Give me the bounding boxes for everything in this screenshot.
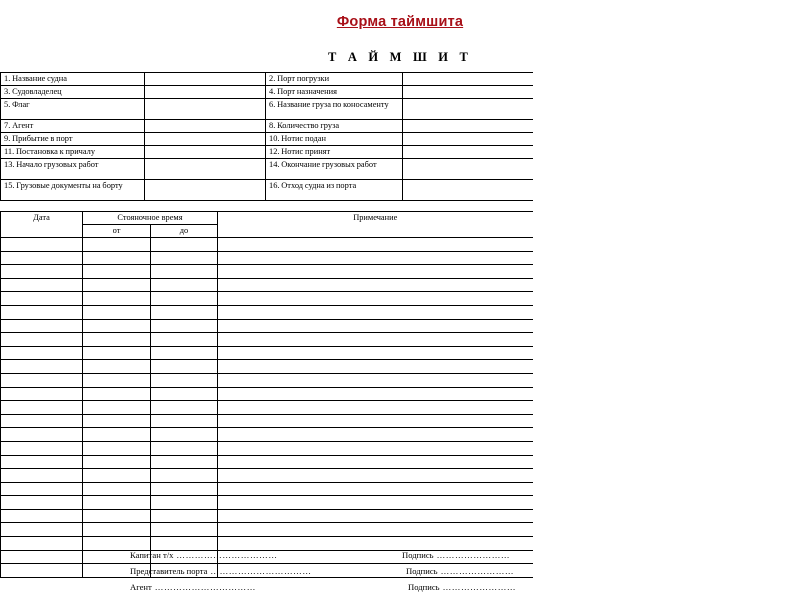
signature-role-dotted-line[interactable]: …………………………… — [210, 566, 312, 576]
vessel-info-row — [1, 85, 533, 98]
log-cell-from[interactable] — [83, 305, 151, 319]
table-row — [1, 401, 533, 415]
table-row — [1, 482, 533, 496]
log-cell-to[interactable] — [151, 401, 218, 415]
log-cell-remark[interactable] — [218, 496, 533, 510]
table-row — [1, 346, 533, 360]
signature-sign-group — [402, 583, 516, 592]
vessel-info-row — [1, 158, 533, 179]
info-label-left: 3. Судовладелец — [1, 85, 145, 98]
log-cell-date[interactable] — [1, 251, 83, 265]
info-value-left[interactable] — [145, 158, 266, 179]
info-label-left: 11. Постановка к причалу — [1, 145, 145, 158]
log-cell-from[interactable] — [83, 537, 151, 551]
log-cell-from[interactable] — [83, 387, 151, 401]
log-cell-date[interactable] — [1, 387, 83, 401]
log-cell-to[interactable] — [151, 482, 218, 496]
info-label-right: 10. Нотис подан — [266, 132, 403, 145]
table-row — [1, 278, 533, 292]
info-value-right[interactable] — [403, 73, 533, 86]
table-row — [1, 523, 533, 537]
log-cell-remark[interactable] — [218, 441, 533, 455]
log-cell-remark[interactable] — [218, 360, 533, 374]
table-row — [1, 333, 533, 347]
log-cell-from[interactable] — [83, 333, 151, 347]
info-label-right: 14. Окончание грузовых работ — [266, 158, 403, 179]
log-cell-date[interactable] — [1, 564, 83, 578]
log-cell-date[interactable] — [1, 523, 83, 537]
info-label-left: 13. Начало грузовых работ — [1, 158, 145, 179]
log-cell-remark[interactable] — [218, 414, 533, 428]
log-cell-from[interactable] — [83, 251, 151, 265]
info-label-left: 9. Прибытие в порт — [1, 132, 145, 145]
signature-role-group — [130, 567, 402, 576]
log-cell-to[interactable] — [151, 523, 218, 537]
laytime-log-table — [0, 211, 533, 578]
log-header-row-1 — [1, 212, 533, 225]
log-cell-date[interactable] — [1, 265, 83, 279]
log-cell-date[interactable] — [1, 414, 83, 428]
signature-row — [130, 567, 670, 583]
log-cell-from[interactable] — [83, 319, 151, 333]
log-cell-date[interactable] — [1, 537, 83, 551]
table-row — [1, 441, 533, 455]
log-cell-date[interactable] — [1, 346, 83, 360]
info-label-right: 12. Нотис принят — [266, 145, 403, 158]
vessel-info-row — [1, 73, 533, 86]
info-value-right[interactable] — [403, 158, 533, 179]
info-value-left[interactable] — [145, 119, 266, 132]
log-cell-to[interactable] — [151, 441, 218, 455]
log-cell-from[interactable] — [83, 441, 151, 455]
signature-row — [130, 551, 670, 567]
log-cell-remark[interactable] — [218, 238, 533, 252]
col-header-laytime-group: Стояночное время — [83, 212, 218, 225]
log-cell-date[interactable] — [1, 441, 83, 455]
log-cell-remark[interactable] — [218, 292, 533, 306]
col-header-date: Дата — [1, 212, 83, 238]
info-label-left: 15. Грузовые документы на борту — [1, 179, 145, 200]
vessel-info-row — [1, 132, 533, 145]
info-value-left[interactable] — [145, 179, 266, 200]
page-title: Форма таймшита — [336, 14, 464, 30]
log-cell-to[interactable] — [151, 428, 218, 442]
info-value-right[interactable] — [403, 132, 533, 145]
info-value-left[interactable] — [145, 132, 266, 145]
vessel-info-row — [1, 145, 533, 158]
log-cell-remark[interactable] — [218, 455, 533, 469]
log-cell-from[interactable] — [83, 469, 151, 483]
log-cell-remark[interactable] — [218, 509, 533, 523]
log-cell-remark[interactable] — [218, 373, 533, 387]
info-value-right[interactable] — [403, 85, 533, 98]
log-cell-date[interactable] — [1, 333, 83, 347]
log-cell-date[interactable] — [1, 482, 83, 496]
signature-role-group — [130, 551, 402, 560]
signature-sign-group — [402, 551, 510, 560]
col-header-from: от — [83, 225, 151, 238]
log-cell-date[interactable] — [1, 305, 83, 319]
log-cell-from[interactable] — [83, 509, 151, 523]
log-cell-to[interactable] — [151, 305, 218, 319]
log-cell-from[interactable] — [83, 428, 151, 442]
log-cell-to[interactable] — [151, 319, 218, 333]
log-cell-to[interactable] — [151, 346, 218, 360]
log-cell-date[interactable] — [1, 550, 83, 564]
signature-role-label: Капитан т/х — [130, 550, 174, 560]
table-row — [1, 414, 533, 428]
vessel-info-row — [1, 179, 533, 200]
log-cell-remark[interactable] — [218, 265, 533, 279]
table-row — [1, 509, 533, 523]
log-cell-from[interactable] — [83, 238, 151, 252]
signature-sign-group — [402, 567, 514, 576]
log-cell-from[interactable] — [83, 360, 151, 374]
signature-role-dotted-line[interactable]: …………………………… — [154, 582, 256, 592]
log-cell-to[interactable] — [151, 333, 218, 347]
laytime-log-header — [1, 212, 533, 238]
log-cell-date[interactable] — [1, 319, 83, 333]
log-cell-date[interactable] — [1, 278, 83, 292]
log-cell-from[interactable] — [83, 482, 151, 496]
info-label-right: 2. Порт погрузки — [266, 73, 403, 86]
log-cell-from[interactable] — [83, 455, 151, 469]
col-header-to: до — [151, 225, 218, 238]
table-row — [1, 428, 533, 442]
info-label-right: 8. Количество груза — [266, 119, 403, 132]
log-cell-to[interactable] — [151, 265, 218, 279]
table-row — [1, 373, 533, 387]
vessel-info-table — [0, 72, 533, 201]
log-cell-remark[interactable] — [218, 523, 533, 537]
log-cell-to[interactable] — [151, 469, 218, 483]
info-value-right[interactable] — [403, 145, 533, 158]
log-cell-to[interactable] — [151, 455, 218, 469]
table-row — [1, 360, 533, 374]
log-cell-date[interactable] — [1, 455, 83, 469]
log-cell-remark[interactable] — [218, 469, 533, 483]
info-label-right: 4. Порт назначения — [266, 85, 403, 98]
info-value-left[interactable] — [145, 145, 266, 158]
signature-role-label: Агент — [130, 582, 152, 592]
log-cell-remark[interactable] — [218, 251, 533, 265]
table-row — [1, 469, 533, 483]
signature-dotted-line[interactable]: …………………… — [436, 550, 511, 560]
log-cell-to[interactable] — [151, 414, 218, 428]
log-cell-date[interactable] — [1, 496, 83, 510]
signature-role-group — [130, 583, 402, 592]
log-cell-from[interactable] — [83, 523, 151, 537]
log-cell-date[interactable] — [1, 469, 83, 483]
log-cell-date[interactable] — [1, 428, 83, 442]
info-value-right[interactable] — [403, 98, 533, 119]
info-label-right: 16. Отход судна из порта — [266, 179, 403, 200]
info-value-left[interactable] — [145, 73, 266, 86]
log-cell-to[interactable] — [151, 373, 218, 387]
signature-dotted-line[interactable]: …………………… — [440, 566, 515, 576]
info-value-left[interactable] — [145, 85, 266, 98]
log-cell-from[interactable] — [83, 414, 151, 428]
log-cell-remark[interactable] — [218, 387, 533, 401]
log-cell-remark[interactable] — [218, 278, 533, 292]
signature-label: Подпись — [408, 582, 440, 592]
laytime-log-body — [1, 238, 533, 578]
vessel-info-row — [1, 98, 533, 119]
info-label-left: 5. Флаг — [1, 98, 145, 119]
log-cell-remark[interactable] — [218, 319, 533, 333]
table-row — [1, 387, 533, 401]
log-cell-to[interactable] — [151, 509, 218, 523]
log-cell-remark[interactable] — [218, 482, 533, 496]
vessel-info-body — [1, 73, 533, 201]
log-cell-to[interactable] — [151, 387, 218, 401]
log-cell-date[interactable] — [1, 292, 83, 306]
signature-role-label: Представитель порта — [130, 566, 208, 576]
log-cell-remark[interactable] — [218, 346, 533, 360]
signature-role-dotted-line[interactable]: …………………………… — [176, 550, 278, 560]
info-value-right[interactable] — [403, 179, 533, 200]
log-cell-date[interactable] — [1, 373, 83, 387]
log-cell-from[interactable] — [83, 496, 151, 510]
col-header-remark: Примечание — [218, 212, 533, 238]
signature-block — [130, 551, 670, 599]
table-row — [1, 292, 533, 306]
info-value-right[interactable] — [403, 119, 533, 132]
table-row — [1, 537, 533, 551]
log-cell-to[interactable] — [151, 292, 218, 306]
info-label-left: 1. Название судна — [1, 73, 145, 86]
log-cell-remark[interactable] — [218, 333, 533, 347]
table-row — [1, 319, 533, 333]
table-row — [1, 251, 533, 265]
log-cell-to[interactable] — [151, 278, 218, 292]
log-cell-date[interactable] — [1, 509, 83, 523]
table-row — [1, 238, 533, 252]
document-subtitle: Т А Й М Ш И Т — [327, 50, 473, 64]
log-cell-from[interactable] — [83, 346, 151, 360]
log-cell-from[interactable] — [83, 292, 151, 306]
vessel-info-row — [1, 119, 533, 132]
info-label-left: 7. Агент — [1, 119, 145, 132]
log-cell-date[interactable] — [1, 401, 83, 415]
signature-label: Подпись — [406, 566, 438, 576]
log-cell-from[interactable] — [83, 278, 151, 292]
table-row — [1, 305, 533, 319]
log-cell-to[interactable] — [151, 537, 218, 551]
signature-dotted-line[interactable]: …………………… — [442, 582, 517, 592]
log-cell-to[interactable] — [151, 251, 218, 265]
info-label-right: 6. Название груза по коносаменту — [266, 98, 403, 119]
table-row — [1, 265, 533, 279]
log-cell-to[interactable] — [151, 238, 218, 252]
log-cell-from[interactable] — [83, 265, 151, 279]
log-cell-date[interactable] — [1, 360, 83, 374]
log-cell-remark[interactable] — [218, 428, 533, 442]
log-cell-to[interactable] — [151, 360, 218, 374]
info-value-left[interactable] — [145, 98, 266, 119]
log-cell-from[interactable] — [83, 373, 151, 387]
table-row — [1, 455, 533, 469]
table-row — [1, 496, 533, 510]
signature-row — [130, 583, 670, 599]
log-cell-remark[interactable] — [218, 305, 533, 319]
log-cell-remark[interactable] — [218, 401, 533, 415]
log-cell-remark[interactable] — [218, 537, 533, 551]
log-cell-to[interactable] — [151, 496, 218, 510]
log-cell-from[interactable] — [83, 401, 151, 415]
signature-label: Подпись — [402, 550, 434, 560]
log-cell-date[interactable] — [1, 238, 83, 252]
